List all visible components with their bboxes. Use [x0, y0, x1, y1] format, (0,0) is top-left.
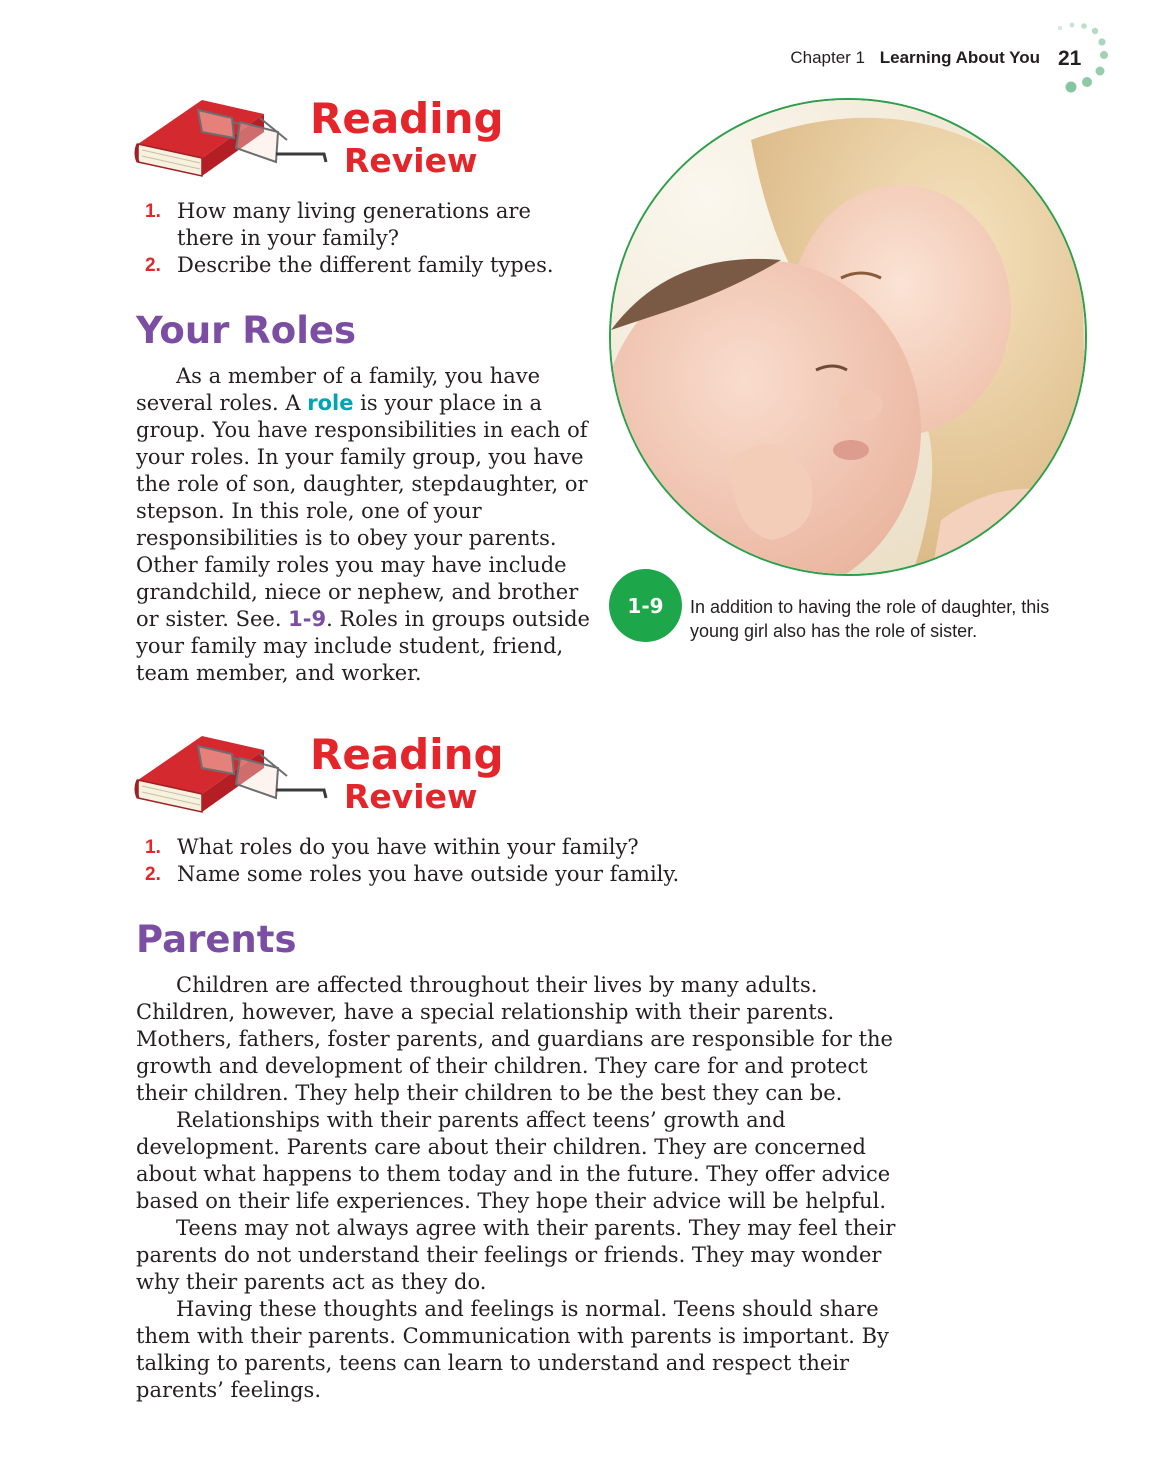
keyword-role: role	[307, 391, 354, 415]
paragraph: Teens may not always agree with their parents. They may feel their parents do not understand their feelings or friends. They may wonder why their parents act as they do.	[136, 1216, 896, 1294]
question-text: What roles do you have within your family?	[177, 835, 639, 859]
review-questions	[136, 834, 736, 888]
question-item	[136, 252, 586, 279]
section-heading-parents: Parents	[136, 918, 297, 961]
roles-text-1: As a member of a family, you have several roles. A	[136, 364, 541, 415]
review-heading	[310, 94, 504, 180]
chapter-title: Learning About You	[879, 48, 1040, 67]
question-number: 2.	[145, 255, 161, 276]
figure-number-badge: 1-9	[609, 569, 682, 642]
review-heading-line2: Review	[344, 777, 478, 816]
roles-text-2: is your place in a group. You have responsibilities in each of your roles. In your family group, you have the role of son, daughter, stepdaughter, or stepson. In this role, one of your responsibilities is to obey your parents. Other family roles you may have include grandchild, niece or nephew, and brother or sister. See.	[136, 391, 588, 631]
review-heading-line2: Review	[344, 141, 478, 180]
children-photo-image	[611, 100, 1087, 576]
question-item	[136, 198, 586, 252]
review-heading-line1: Reading	[310, 730, 504, 779]
decorative-dots-icon	[1050, 18, 1120, 98]
book-glasses-icon	[132, 732, 332, 818]
paragraph: Children are affected throughout their lives by many adults. Children, however, have a special relationship with their parents. Mothers, fathers, foster parents, and guardians are responsible for the growth and development of their children. They care for and protect their children. They help their children to be the best they can be.	[136, 973, 893, 1105]
question-number: 1.	[145, 837, 161, 858]
page-number: 21	[1058, 47, 1082, 70]
roles-text-3: . Roles in groups outside your family may include student, friend, team member, and worker.	[136, 607, 590, 685]
figure-reference: 1-9	[288, 607, 327, 631]
parents-body	[136, 972, 896, 1404]
review-heading-line1: Reading	[310, 94, 504, 143]
question-number: 2.	[145, 864, 161, 885]
section-heading-roles: Your Roles	[136, 309, 356, 352]
question-text: Name some roles you have outside your family.	[177, 862, 680, 886]
chapter-label: Chapter 1	[790, 48, 866, 67]
question-item	[136, 834, 736, 861]
review-heading	[310, 730, 504, 816]
question-text: Describe the different family types.	[177, 253, 554, 277]
running-header	[740, 48, 1040, 68]
question-number: 1.	[145, 201, 161, 222]
question-text: How many living generations are there in your family?	[177, 199, 531, 250]
paragraph: Having these thoughts and feelings is normal. Teens should share them with their parents. Communication with parents is important. By talking to parents, teens can learn to understand and respect their parents’ feelings.	[136, 1297, 889, 1402]
book-glasses-icon	[132, 96, 332, 182]
roles-paragraph	[136, 363, 590, 687]
question-item	[136, 861, 736, 888]
paragraph: Relationships with their parents affect teens’ growth and development. Parents care about their children. They are concerned about what happens to them today and in the future. They offer advice based on their life experiences. They hope their advice will be helpful.	[136, 1108, 891, 1213]
figure-caption: In addition to having the role of daughter, this young girl also has the role of sister.	[690, 597, 1050, 641]
review-questions	[136, 198, 586, 279]
figure-photo	[609, 98, 1087, 576]
